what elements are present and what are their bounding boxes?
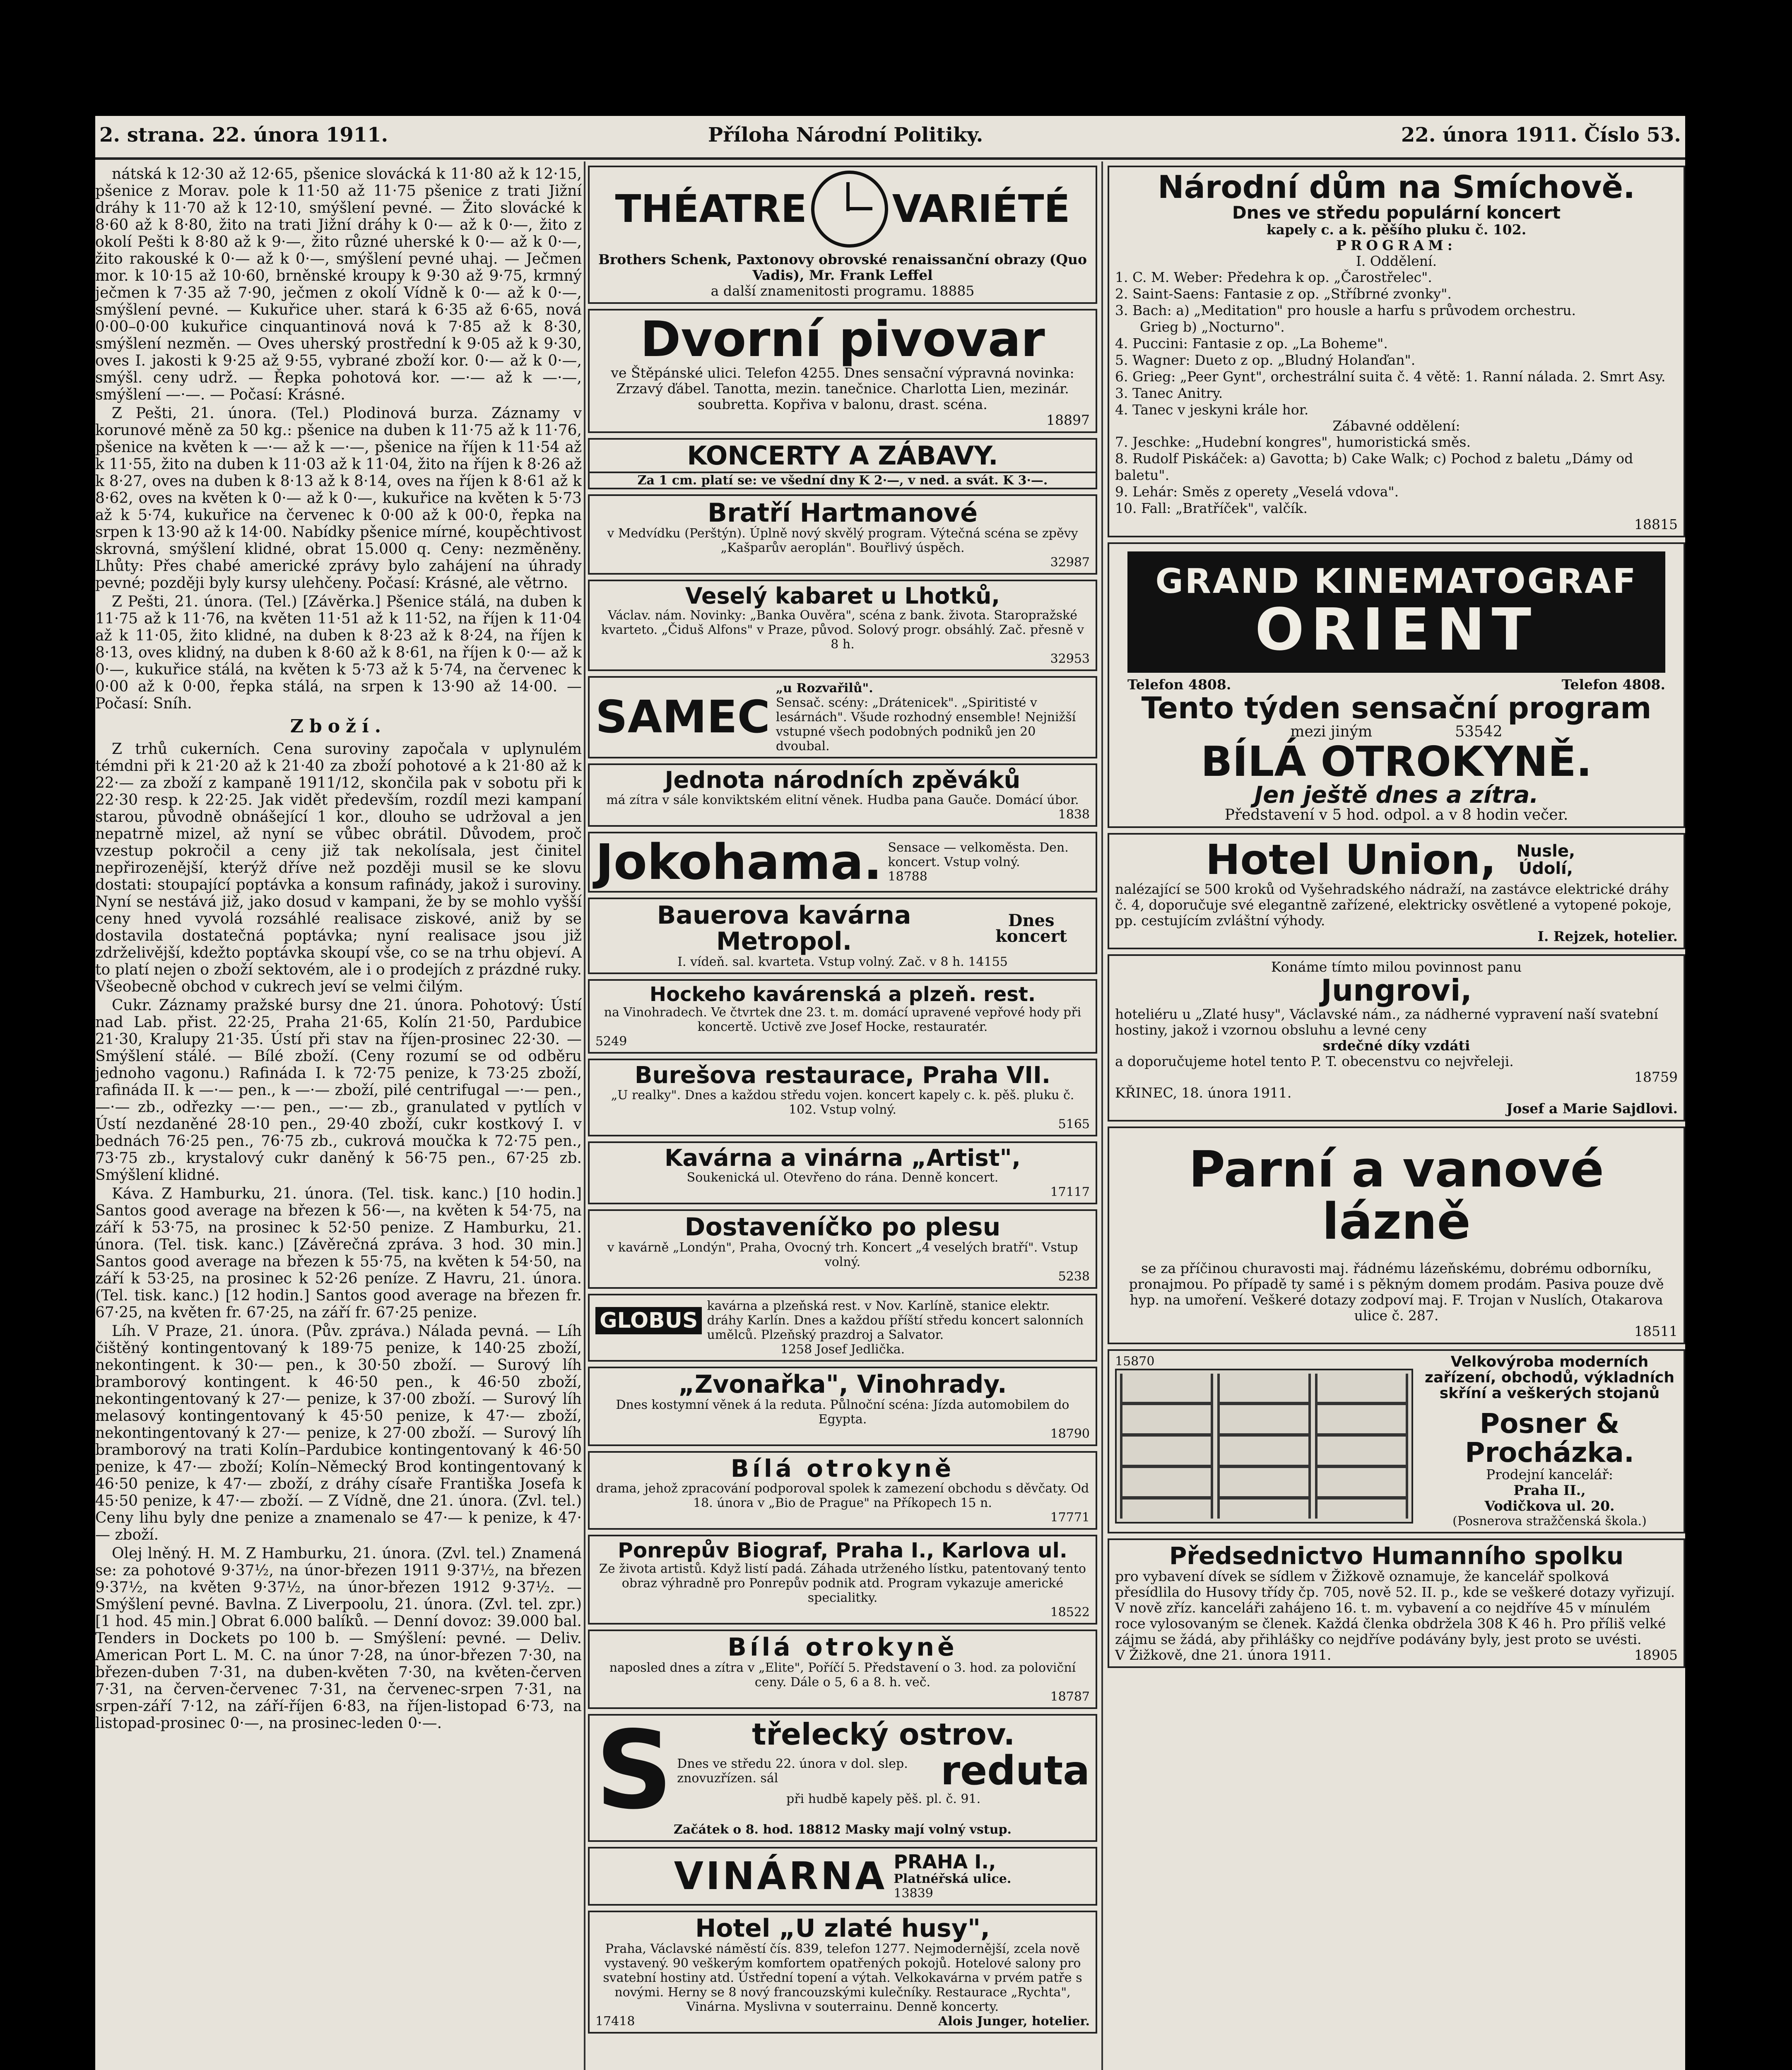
theatre-title-right: VARIÉTÉ (892, 186, 1070, 231)
ad-number: 17418 (595, 2014, 635, 2029)
ad-text: Dnes ve středu 22. února v dol. slep. znovuzřízen. sál (677, 1756, 908, 1786)
ad-title: Burešova restaurace, Praha VII. (634, 1061, 1051, 1089)
ad-title: Bílá otrokyně (730, 1454, 955, 1483)
ad-subtitle: Dnes ve středu populární koncert (1232, 202, 1561, 223)
ad-number: 15870 (1115, 1354, 1155, 1369)
ad-number: 1838 (1058, 807, 1090, 822)
orient-phone: Telefon 4808. (1127, 676, 1231, 693)
bauer-ad (588, 898, 1097, 974)
ad-note: (Posnerova stražčenská škola.) (1452, 1514, 1647, 1528)
ad-place: KŘINEC, 18. února 1911. (1115, 1084, 1292, 1101)
samec-ad (588, 676, 1097, 758)
program-heading: PROGRAM: (1336, 237, 1457, 253)
ad-street: Platnéřská ulice. (894, 1872, 1012, 1887)
ad-number: 18790 (1050, 1427, 1090, 1442)
ad-number: 17117 (1050, 1185, 1090, 1200)
ad-text: v Medvídku (Perštýn). Úplně nový skvělý program. Výtečná scéna se zpěvy „Kašparův aeroplán". Bouřlivý úspěch. (607, 526, 1078, 556)
ad-number: 18788 (888, 869, 927, 884)
ad-kapela: kapely c. a k. pěšího pluku č. 102. (1266, 221, 1527, 238)
ad-office: Prodejní kancelář: (1486, 1466, 1614, 1483)
narodni-dum-ad (1108, 166, 1685, 537)
program-item: 1. C. M. Weber: Předehra k op. „Čarostřelec". (1115, 269, 1432, 285)
ad-title: „Zvonařka", Vinohrady. (678, 1370, 1007, 1399)
hartman-ad (588, 494, 1097, 575)
ads-column-right (1108, 166, 1685, 2070)
ad-number: 53542 (1455, 723, 1503, 740)
article-paragraph: Z Pešti, 21. února. (Tel.) Plodinová burza. Záznamy v korunové měně za 50 kg.: pšenice na duben k 11·75 až k 11·76, pšenice na květen k —·— až k —·—, pšenice na říjen k 11·54 až k 11·55, žito na duben k 11·03 až k 11·04, žito na říjen k 8·26 až k 8·27, oves na duben k 8·13 až k 8·14, oves na říjen k 8·61 až k 8·62, oves na květen k 0·— až k 0·—, kukuřice na květen k 5·73 až k 5·74, kukuřice na červenec k 0·00 až k 00·0, řepka na srpen k 13·90 až k 14·00. Nabídky pšenice mírné, koupěchtivost skrovná, smýšlení klidné, obrat 15.000 q. Ceny: nezměněny. Lhůty: Přes chabé americké zprávy bylo zahájení na úhrady pevné; později byly kursy ulehčeny. Počasí: Krásné, ale větrno. (95, 405, 582, 592)
ad-title: Dostaveníčko po plesu (684, 1213, 1001, 1242)
ad-date: V Žižkově, dne 21. února 1911. (1115, 1646, 1332, 1663)
ponrepo-ad (588, 1535, 1097, 1625)
ad-title: Bauerova kavárna Metropol. (657, 901, 911, 956)
hotel-husy-ad (588, 1911, 1097, 2034)
drop-letter: S (595, 1708, 673, 1833)
program-section: I. Oddělení. (1356, 253, 1437, 269)
orient-line2: ORIENT (1255, 596, 1538, 664)
orient-ad (1108, 542, 1685, 828)
header-center: Příloha Národní Politiky. (708, 123, 983, 147)
theatre-more: a další znamenitosti programu. (711, 283, 927, 299)
ad-number: 5238 (1058, 1269, 1090, 1284)
ad-text: na Vinohradech. Ve čtvrtek dne 23. t. m. domácí upravené vepřové hody při koncertě. Uctivě zve Josef Hocke, restauratér. (604, 1005, 1081, 1034)
ad-signature: Josef a Marie Sajdlovi. (1506, 1100, 1678, 1117)
article-paragraph: Líh. V Praze, 21. února. (Pův. zpráva.) Nálada pevná. — Líh čištěný kontingentovaný k 189·75 penize, k 140·25 zboží, nekontingent. k 30·— pen., k 30·50 zboží. — Surový líh bramborový kontingent. k 46·50 pen., k 46·50 zboží, nekontingentovaný k 27·— penize, k 37·00 zboží. — Surový líh melasový kontingentovaný k 45·50 penize, k 47·— zboží, nekontingentovaný k 27·— penize, k 27·00 zboží. — Surový líh bramborový na trati Kolín–Pardubice kontingentovaný k 46·50 penize, k 47·— zboží; Kolín–Německý Brod kontingentovaný k 46·50 penize, k 47·— zboží, z dráhy císaře Františka Josefa k 45·50 penize, k 47·— zboží. — Z Vídně, dne 21. února. (Zvl. tel.) Ceny lihu byly dne penize a znamenalo se 47·— k penize, k 47·— zboží. (95, 1323, 582, 1543)
lazne-ad (1108, 1126, 1685, 1344)
section-title: KONCERTY A ZÁBAVY. (590, 440, 1096, 473)
ad-text: kavárna a plzeňská rest. v Nov. Karlíně, stanice elektr. dráhy Karlín. Dnes a každou příští středu koncert salonních umělců. Plzeňský prazdroj a Salvator. (707, 1299, 1084, 1343)
strelecky-ostrov-ad (588, 1708, 1097, 1842)
orient-phone: Telefon 4808. (1561, 676, 1665, 693)
clock-icon (811, 171, 888, 248)
ad-thanks: srdečné díky vzdáti (1322, 1037, 1470, 1054)
ad-text: Sensač. scény: „Drátenicek". „Spiritisté v lesárnách". Všude rozhodný ensemble! Nejnižší vstupné všech podobných podniků jen 20 dvoubal. (776, 695, 1076, 753)
ad-title: Hotel „U zlaté husy", (695, 1914, 990, 1943)
ad-text: Praha, Václavské náměstí čís. 839, telefon 1277. Nejmodernější, zcela nově vystavený. 90 veškerým komfortem opatřených pokojů. Hotelové salony pro svatební hostiny atd. Ústřední topení a výtah. Velkokavárna v prvém patře s novými. Herny se 8 nový francouzskými kulečníky. Restaurace „Rychta", Vinárna. Myslivna v souterrainu. Denně koncerty. (603, 1942, 1082, 2015)
article-paragraph: Káva. Z Hamburku, 21. února. (Tel. tisk. kanc.) [10 hodin.] Santos good average na březen k 56·—, na květen k 54·75, na září k 53·75, na prosinec k 52·50 penize. Z Hamburku, 21. února. (Tel. tisk. kanc.) [Závěrečná zpráva. 3 hod. 30 min.] Santos good average na březen k 55·75, na květen k 54·50, na září k 53·25, na prosinec k 52·26 peníze. Z Havru, 21. února. (Tel. tisk. kanc.) [12 hodin.] Santos good average na březen fr. 67·25, na květen fr. 67·25, na září fr. 67·25 penize. (95, 1185, 582, 1321)
ad-title: Jokohama. (595, 833, 882, 891)
jokohama-ad (588, 832, 1097, 893)
ad-number: 5249 (595, 1034, 627, 1049)
program-item: 2. Saint-Saens: Fantasie z op. „Stříbrné zvonky". (1115, 285, 1452, 302)
ad-number: 13839 (894, 1886, 933, 1901)
program-item: 10. Fall: „Bratříček", valčík. (1115, 500, 1308, 516)
lhotka-ad (588, 580, 1097, 671)
ad-city: PRAHA I., (894, 1850, 996, 1873)
ad-owner: Josef Jedlička. (816, 1342, 905, 1357)
ad-number: 32953 (1050, 651, 1090, 666)
market-column (95, 166, 582, 2070)
ad-title: GLOBUS (595, 1307, 702, 1335)
humanni-spolek-ad (1108, 1538, 1685, 1668)
ad-owner: Alois Junger, hotelier. (938, 2014, 1090, 2029)
program-item: 8. Rudolf Piskáček: a) Gavotta; b) Cake Walk; c) Pochod z baletu „Dámy od baletu". (1115, 450, 1633, 483)
ad-text: Dnes kostymní věnek á la reduta. Půlnoční scéna: Jízda automobilem do Egypta. (616, 1398, 1069, 1427)
ad-text: Václav. nám. Novinky: „Banka Ouvěra", scéna z bank. života. Staropražské kvarteto. „Čiduš Alfons" v Praze, původ. Solový progr. obsáhlý. Zač. přesně v 8 h. (601, 608, 1084, 652)
article-paragraph: Olej lněný. H. M. Z Hamburku, 21. února. (Zvl. tel.) Znamená se: za pohotové 9·37½, na únor-březen 1911 9·37½, na březen 9·37½, na květen 9·37½, na únor-březen 1912 9·37½. — Smýšlení pevné. Bavlna. Z Liverpoolu, 21. února. (Zvl. tel. zpr.) [1 hod. 45 min.] Obrat 6.000 balíků. — Denní dovoz: 39.000 bal. Tenders in Dockets po 100 b. — Smýšlení: pevné. — Deliv. American Port L. M. C. na únor 7·28, na únor-březen 7·30, na březen-duben 7·31, na duben-květen 7·30, na květen-červen 7·31, na červen-červenec 7·31, na červenec-srpen 7·31, na srpen-září 7·12, na září-říjen 6·83, na říjen-listopad 6·73, na listopad-prosinec 0·—, na prosinec-leden 0·—. (95, 1545, 582, 1732)
ad-number: 18885 (931, 283, 975, 299)
section-heading: Zboží. (290, 716, 387, 737)
newspaper-page (95, 116, 1685, 2070)
page-header (95, 116, 1685, 153)
program-item: 6. Grieg: „Peer Gynt", orchestrální suita č. 4 větě: 1. Ranní nálada. 2. Smrt Asy. 3. Tanec Anitry. (1115, 368, 1666, 401)
orient-film: BÍLÁ OTROKYNĚ. (1201, 737, 1592, 786)
ad-street: Vodičkova ul. 20. (1484, 1497, 1615, 1514)
program-item: 3. Bach: a) „Meditation" pro housle a harfu s průvodem orchestru. (1115, 302, 1576, 318)
ad-title: Kavárna a vinárna „Artist", (665, 1144, 1021, 1172)
program-item: 5. Wagner: Dueto z op. „Bludný Holanďan". (1115, 351, 1416, 368)
ad-title: Národní dům na Smíchově. (1158, 168, 1635, 205)
ad-name: Jungrovi, (1321, 973, 1472, 1008)
ad-number: 18511 (1634, 1323, 1678, 1339)
ad-number: 32987 (1050, 555, 1090, 570)
ad-reduta: reduta (940, 1747, 1090, 1794)
ad-text: ve Štěpánské ulici. Telefon 4255. Dnes sensační výpravná novinka: Zrzavý ďábel. Tanotta, mezin. tanečnice. Charlotta Lien, mezinár. soubretta. Kopřiva v balonu, drast. scéna. (611, 364, 1074, 412)
ad-number: 18897 (1046, 412, 1090, 428)
ad-number: 18815 (1634, 516, 1678, 532)
orient-shows: Představení v 5 hod. odpol. a v 8 hodin večer. (1224, 806, 1568, 824)
ad-title: Bratří Hartmanové (707, 497, 978, 528)
ad-number: 18759 (1634, 1069, 1678, 1085)
ad-number: 18787 (1050, 1689, 1090, 1704)
ad-title: Veselý kabaret u Lhotků, (685, 583, 1000, 609)
ad-text: se za příčinou churavosti maj. řádnému lázeňskému, dobrému odborníku, pronajmou. Po případě ty samé i s pěkným domem prodám. Pasiva pouze dvě hyp. na umoření. Veškeré dotazy zodpoví maj. F. Trojan v Nuslích, Otakarova ulice č. 287. (1129, 1260, 1664, 1324)
rate-note: Za 1 cm. platí se: ve všední dny K 2·—, v ned. a svát. K 3·—. (637, 473, 1048, 488)
orient-line1: GRAND KINEMATOGRAF (1155, 561, 1638, 601)
bila-otrokyne-elite-ad (588, 1630, 1097, 1709)
ad-text: nalézající se 500 kroků od Vyšehradského nádraží, na zastávce elektrické dráhy č. 4, doporučuje své elegantně zařízené, elektricky osvětlené a vytopené pokoje, pp. cestujícím zvláštní výhody. (1115, 881, 1672, 929)
ad-name: Posner & (1479, 1408, 1620, 1440)
ad-intro: Konáme tímto milou povinnost panu (1271, 959, 1522, 975)
orient-week: Tento týden sensační program (1141, 690, 1652, 725)
shop-shelving-image (1115, 1369, 1413, 1524)
ad-text: Sensace — velkoměsta. Den. koncert. Vstup volný. (888, 840, 1069, 869)
ad-title: Hockeho kavárenská a plzeň. rest. (649, 983, 1036, 1006)
program-item: 4. Tanec v jeskyni krále hor. (1115, 401, 1309, 418)
dvorni-pivovar-ad (588, 309, 1097, 433)
ad-title: Hotel Union, (1205, 835, 1496, 884)
program-item: 7. Jeschke: „Hudební kongres", humoristická směs. (1115, 433, 1471, 450)
ad-text: pro vybavení dívek se sídlem v Žižkově oznamuje, že kancelář spolková přesídlila do Husovy třídy čp. 705, nově 52. II. p., kde se veškeré dotazy vyřizují. V nově zříz. kanceláři zahájeno 16. t. m. vybavení a co nejdříve 45 v mínulém roce vylosovaným se členek. Každá členka obdržela 308 K 46 h. Pro příliš velké zájmu se žádá, aby přihlášky co nejdříve podávány byly, jest proto se uvésti. (1115, 1568, 1675, 1647)
ad-title: Ponrepův Biograf, Praha I., Karlova ul. (618, 1538, 1067, 1563)
dostavenicko-ad (588, 1209, 1097, 1289)
ad-text: hoteliéru u „Zlaté husy", Václavské nám., za nádherné vypravení naší svatební hostiny, jakož i vzornou obsluhu a levné ceny (1115, 1006, 1658, 1038)
header-right: 22. února 1911. Číslo 53. (1401, 123, 1681, 147)
article-paragraph: Z trhů cukerních. Cena suroviny započala v uplynulém témdni při k 21·20 až k 21·40 za zboží pohotové a k 21·80 až k 22·— za zboží z kampaně 1911/12, skončila pak v sobotu při k 22·30 resp. k 22·25. Jak vidět především, rozdíl mezi kampaní starou, původně obnášející 1 kor., dlouho se udržoval a jen nepatrně mizel, až nyní se vůbec obrátil. Důvodem, proč vzestup pokročil a ceny již tak nekolísala, jest činitel nepřirozenější, kterýž dříve než později musil se ke slovu dostati: stoupající poptávka a konsum rafinády, jakož i suroviny. Nyní se nestává již, jako dosud v kampani, že by se mohlo vyšší ceny hned vyvolá rozsáhlé realisace ziskové, aniž by se dostavila dostatečná poptávka; nyní realisace jsou již zdrželivější, kdežto poptávka skoupí vše, co se na trhu objeví. A to platí nejen o zboží sektovém, ale i o prodejích z prázdné ruky. Všeobecně obchod v cukrech jeví se velmi čilým. (95, 741, 582, 995)
ad-number: 1258 (780, 1342, 812, 1357)
orient-among: mezi jiným (1290, 723, 1373, 740)
ad-title: SAMEC (595, 691, 770, 743)
ad-text: a doporučujeme hotel tento P. T. obecenstvu co nejvřeleji. (1115, 1053, 1514, 1069)
zvonarka-ad (588, 1367, 1097, 1446)
artist-ad (588, 1141, 1097, 1205)
jednota-ad (588, 763, 1097, 827)
ad-city: Praha II., (1513, 1482, 1586, 1498)
koncerty-header (588, 438, 1097, 489)
column-divider (584, 161, 585, 2070)
ad-text: „U realky". Dnes a každou středu vojen. koncert kapely c. k. pěš. pluku č. 102. Vstup volný. (611, 1088, 1074, 1117)
article-paragraph: Z Pešti, 21. února. (Tel.) [Závěrka.] Pšenice stálá, na duben k 11·75 až k 11·76, na květen 11·51 až k 11·52, na říjen k 11·04 až k 11·05, žito klidné, na duben k 8·23 až k 8·24, na říjen k 8·13, oves klidný, na duben k 8·60 až k 8·61, na říjen k 0·— až k 0·—, kukuřice stálá, na květen k 5·73 až k 5·74, na červenec k 0·00 až k 0·00, řepka stálá, na srpen k 13·90 až 14·00. — Počasí: Sníh. (95, 593, 582, 712)
ad-text: v kavárně „Londýn", Praha, Ovocný trh. Koncert „4 veselých bratří". Vstup volný. (607, 1240, 1078, 1270)
theatre-title-left: THÉATRE (615, 186, 807, 231)
vinarna-ad (588, 1847, 1097, 1906)
ad-owner: I. Rejzek, hotelier. (1537, 928, 1678, 945)
header-rule (95, 157, 1685, 160)
program-item: Grieg b) „Nocturno". (1140, 318, 1285, 335)
ads-column-middle (588, 166, 1097, 2070)
ad-number: 5165 (1058, 1117, 1090, 1131)
ad-number: 14155 (968, 955, 1008, 970)
ad-text: Soukenická ul. Otevřeno do rána. Denně koncert. (686, 1170, 999, 1185)
program-section: Zábavné oddělení: (1332, 417, 1460, 434)
ad-title: Jednota národních zpěváků (665, 766, 1021, 794)
ad-text: drama, jehož zpracování podporoval spolek k zamezení obchodu s děvčaty. Od 18. února v „Bio de Prague" na Příkopech 15 n. (596, 1481, 1089, 1511)
jungr-thanks-ad (1108, 954, 1685, 1122)
ad-number: 18522 (1050, 1605, 1090, 1620)
ad-subtitle: I. vídeň. sal. kvarteta. Vstup volný. Zač. v 8 h. (677, 955, 964, 970)
ad-number: 17771 (1050, 1510, 1090, 1525)
article-paragraph: Cukr. Záznamy pražské bursy dne 21. února. Pohotový: Ústí nad Lab. přist. 22·25, Praha 21·65, Kolín 21·50, Pardubice 21·30, Kralupy 21·35. Ústí při stav na říjen-prosinec 22·30. — Smýšlení stálé. — Bílé zboží. (Ceny rozumí se od odběru jednoho vagonu.) Rafináda I. k 72·75 penize, k 73·25 zboží, rafináda II. k —·— pen., k —·— zboží, pilé centrifugal —·— pen., —·— zb., odřezky —·— pen., —·— zb., granulated v pytlích v Ústí nezdaněné 28·10 pen., 29·40 zboží, cukr kostkový I. v bednách 76·25 pen., 76·75 zb., cukrová moučka k 72·75 pen., 73·75 zb., krystalový cukr daněný k 56·75 pen., 67·25 zb. Smýšlení klidné. (95, 997, 582, 1184)
ad-subtitle: „u Rozvařilů". (776, 681, 873, 696)
buresova-ad (588, 1059, 1097, 1136)
ad-location: Nusle, Údolí, (1516, 841, 1575, 878)
ad-number: 18905 (1634, 1646, 1678, 1663)
ad-title: Předsednictvo Humanního spolku (1169, 1541, 1624, 1570)
ad-title: Bílá otrokyně (727, 1632, 958, 1662)
globus-ad (588, 1294, 1097, 1362)
theatre-variete-ad (588, 166, 1097, 304)
ad-text: Ze života artistů. Když listí padá. Záhada utrženého lístku, patentovaný tento obraz výhradně pro Ponrepův podnik atd. Program vykazuje americké specialitky. (599, 1561, 1086, 1605)
hocke-ad (588, 979, 1097, 1053)
ad-text: má zítra v sále konviktském elitní věnek. Hudba pana Gauče. Domácí úbor. (606, 792, 1079, 807)
ad-music: při hudbě kapely pěš. pl. č. 91. (786, 1792, 981, 1807)
ad-text: Dnes koncert (995, 911, 1067, 946)
ad-title: VINÁRNA (674, 1853, 887, 1898)
program-item: 9. Lehár: Směs z operety „Veselá vdova". (1115, 483, 1399, 500)
hotel-union-ad (1108, 833, 1685, 949)
bila-otrokyne-ad (588, 1451, 1097, 1530)
ad-text: naposled dnes a zítra v „Elite", Poříčí 5. Představení o 3. hod. za poloviční ceny. Dále o 5, 6 a 8. h. več. (609, 1660, 1076, 1690)
header-left: 2. strana. 22. února 1911. (99, 123, 388, 147)
program-item: 4. Puccini: Fantasie z op. „La Boheme". (1115, 335, 1388, 351)
posner-ad (1108, 1349, 1685, 1533)
ad-title: třelecký ostrov. (752, 1716, 1015, 1752)
article-paragraph: nátská k 12·30 až 12·65, pšenice slovácká k 11·80 až k 12·15, pšenice z Morav. pole k 11·50 až 11·75 pšenice z trati Jižní dráhy k 11·70 až k 12·10, smýšlení pevné. — Žito slovácké k 8·60 až k 8·80, žito na trati Jižní dráhy k 0·— až k 0·—, žito z okolí Pešti k 8·80 až k 9·—, žito různé uherské k 0·— až k 0·—, žito rakouské k 0·— až k 0·—, smýšlení pevné uhaj. — Ječmen mor. k 10·15 až 10·60, brněnské kroupy k 9·30 až 9·75, krmný ječmen k 7·35 až 7·90, ječmen z okolí Vídně k 0·— až k 0·—, smýšlení pevné. — Kukuřice uher. stará k 6·35 až 6·65, nová 0·00–0·00 kukuřice cinquantinová nová k 7·85 až k 8·30, smýšlení nezměn. — Oves uherský prostřední k 9·05 až k 9·30, oves I. jakosti k 9·25 až 9·55, vybrané zboží kor. 0·— až k 0·—, smýšl. ceny udrž. — Řepka pohotová kor. —·— až k —·—, smýšlení —·—. — Počasí: Krásné. (95, 166, 582, 403)
ad-footer: Začátek o 8. hod. 18812 Masky mají volný vstup. (674, 1822, 1012, 1837)
column-divider (1101, 161, 1103, 2070)
theatre-acts: Brothers Schenk, Paxtonovy obrovské renaissanční obrazy (Quo Vadis), Mr. Frank Leffel (598, 251, 1087, 283)
ad-title: Parní a vanové lázně (1189, 1141, 1604, 1251)
ad-title: Dvorní pivovar (640, 310, 1045, 368)
ad-text: Velkovýroba moderních zařízení, obchodů, výkladních skříní a veškerých stojanů (1425, 1353, 1674, 1402)
ad-name: Procházka. (1465, 1436, 1634, 1468)
orient-only: Jen ještě dnes a zítra. (1254, 781, 1539, 809)
